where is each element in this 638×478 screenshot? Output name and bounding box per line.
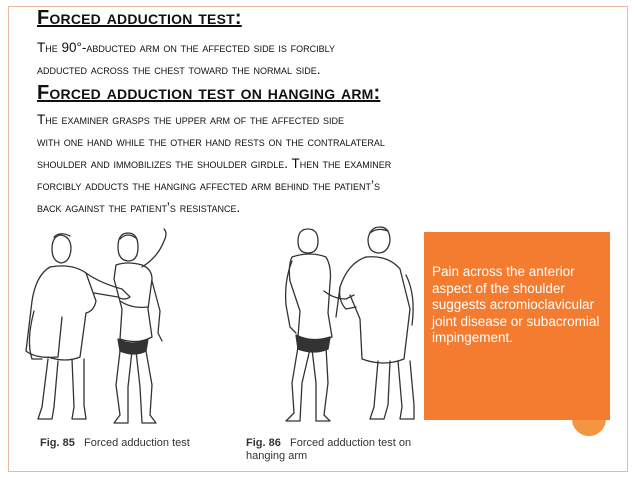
paragraph-line: back against the patient’s resistance. (37, 200, 241, 215)
figure-caption-text: Forced adduction test (84, 437, 190, 449)
heading-forced-adduction-test: Forced adduction test: (37, 7, 242, 29)
paragraph-line: The examiner grasps the upper arm of the affected side (37, 112, 345, 127)
heading-hanging-arm-test: Forced adduction test on hanging arm: (37, 82, 381, 104)
figure-number: Fig. 85 (40, 437, 75, 449)
paragraph-line: The 90°-abducted arm on the affected side is forcibly (37, 40, 336, 55)
figure-number: Fig. 86 (246, 437, 281, 449)
figure-85-caption (40, 437, 190, 450)
figure-86-caption (246, 437, 446, 463)
figure-85-illustration (20, 215, 210, 430)
paragraph-hanging-arm (37, 109, 597, 219)
paragraph-line: with one hand while the other hand rests on the contralateral (37, 134, 385, 149)
callout-box (424, 232, 610, 420)
paragraph-forced-adduction (37, 37, 597, 81)
paragraph-line: shoulder and immobilizes the shoulder girdle. Then the examiner (37, 156, 392, 171)
paragraph-line: adducted across the chest toward the normal side. (37, 62, 321, 77)
callout-text: Pain across the anterior aspect of the shoulder suggests acromioclavicular joint disease or subacromial impingement. (432, 264, 600, 345)
paragraph-line: forcibly adducts the hanging affected arm behind the patient’s (37, 178, 381, 193)
figure-caption-text: Forced adduction test on hanging arm (246, 437, 412, 462)
